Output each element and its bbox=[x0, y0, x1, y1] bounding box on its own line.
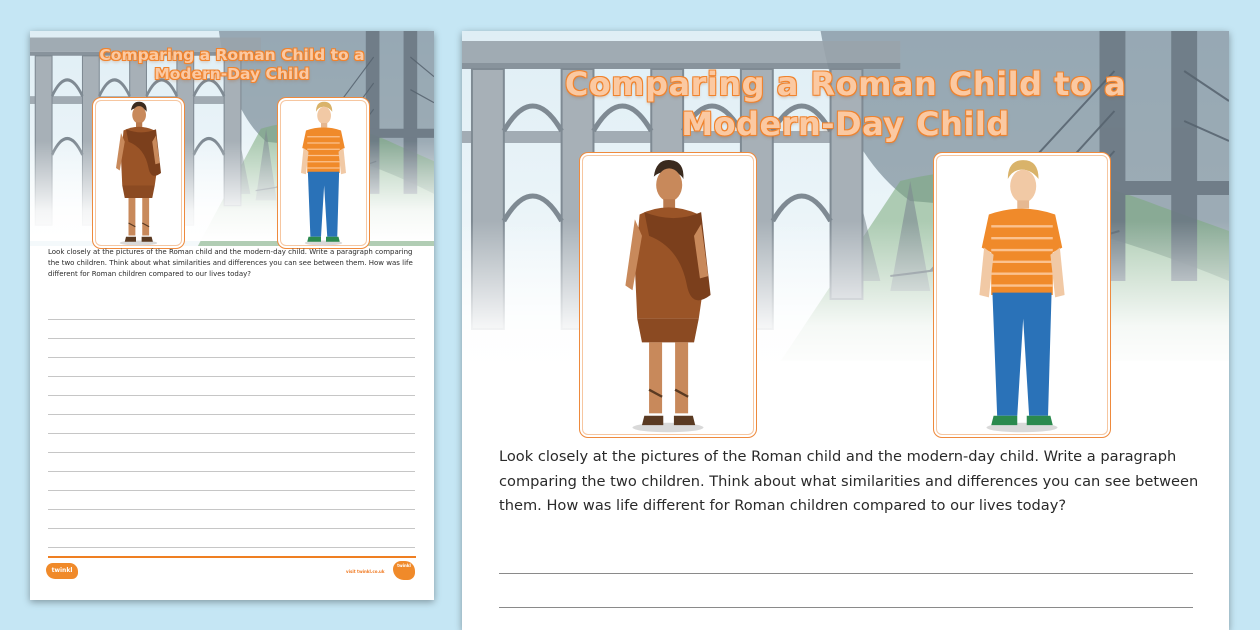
writing-lines bbox=[499, 540, 1193, 630]
worksheet-thumbnail bbox=[30, 31, 434, 600]
writing-line bbox=[48, 434, 415, 453]
modern-child-illustration bbox=[934, 153, 1110, 437]
instructions-text: Look closely at the pictures of the Roman child and the modern-day child. Write a paragraph comparing the two children. Think about what similarities and differences you can see between them. How was life different for Roman children compared to our lives today? bbox=[48, 248, 413, 278]
writing-line bbox=[48, 301, 415, 320]
writing-line bbox=[48, 358, 415, 377]
roman-child-illustration bbox=[580, 153, 756, 437]
writing-line bbox=[499, 608, 1193, 630]
title-line-1: Comparing a Roman Child to a bbox=[99, 46, 365, 64]
roman-child-illustration bbox=[93, 98, 184, 248]
title-line-2: Modern-Day Child bbox=[681, 105, 1010, 143]
background-fade bbox=[30, 141, 434, 241]
background-fade bbox=[462, 221, 1229, 371]
modern-child-illustration bbox=[278, 98, 369, 248]
modern-child-frame bbox=[277, 97, 370, 249]
twinkl-badge: twinkl bbox=[393, 561, 415, 580]
worksheet-zoomed bbox=[462, 31, 1229, 630]
footer-rule bbox=[48, 556, 416, 558]
writing-lines bbox=[48, 301, 415, 548]
twinkl-logo: twinkl bbox=[46, 563, 78, 579]
writing-line bbox=[48, 339, 415, 358]
writing-line bbox=[48, 510, 415, 529]
writing-line bbox=[48, 377, 415, 396]
title-line-2: Modern-Day Child bbox=[154, 65, 310, 83]
writing-line bbox=[48, 491, 415, 510]
worksheet-title bbox=[30, 46, 434, 84]
writing-line bbox=[48, 529, 415, 548]
modern-child-frame bbox=[933, 152, 1111, 438]
writing-line bbox=[499, 574, 1193, 608]
footer-link: visit twinkl.co.uk bbox=[346, 569, 385, 574]
roman-child-frame bbox=[92, 97, 185, 249]
writing-line bbox=[499, 540, 1193, 574]
instructions-text: Look closely at the pictures of the Roman child and the modern-day child. Write a paragraph comparing the two children. Think about what similarities and differences you can see between them. How was life different for Roman children compared to our lives today? bbox=[499, 448, 1199, 514]
writing-line bbox=[48, 453, 415, 472]
writing-line bbox=[48, 320, 415, 339]
roman-child-frame bbox=[579, 152, 757, 438]
worksheet-title bbox=[462, 64, 1229, 144]
writing-line bbox=[48, 472, 415, 491]
title-line-1: Comparing a Roman Child to a bbox=[564, 65, 1127, 103]
writing-line bbox=[48, 415, 415, 434]
writing-line bbox=[48, 396, 415, 415]
